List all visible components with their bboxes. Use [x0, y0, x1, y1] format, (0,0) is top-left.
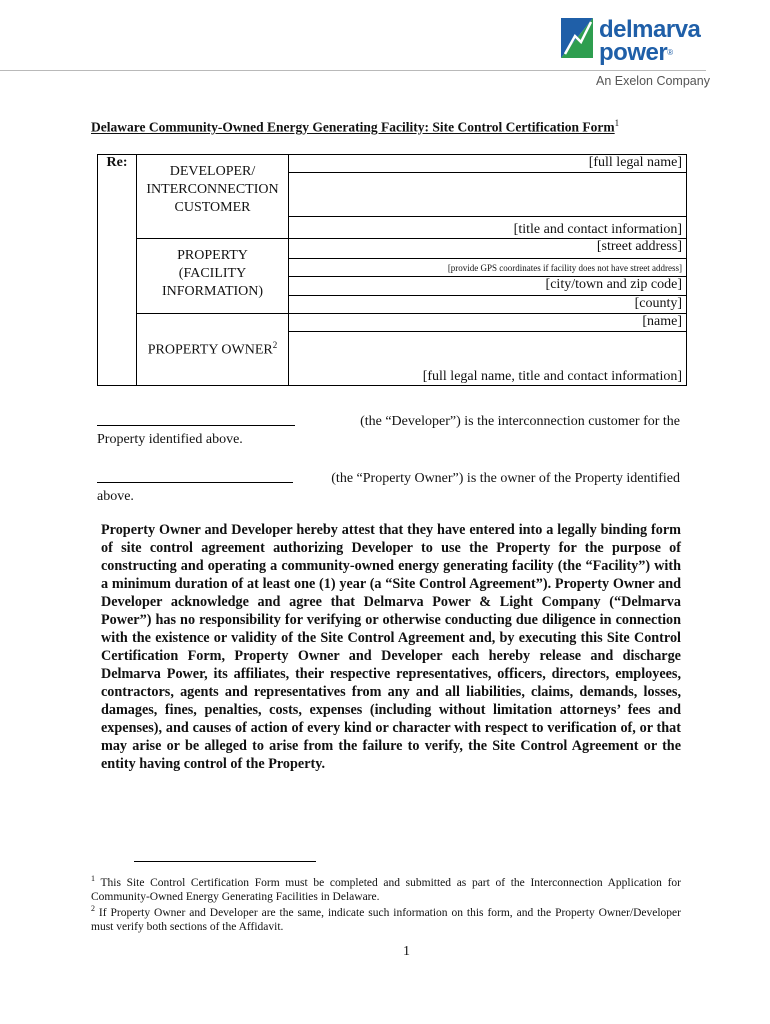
property-street-field[interactable]: [street address] [289, 239, 687, 259]
title-footnote-ref: 1 [614, 118, 620, 128]
owner-name-field[interactable]: [name] [289, 314, 687, 332]
developer-label-cell [137, 155, 289, 239]
owner-label-cell [137, 314, 289, 386]
re-label: Re: [98, 155, 137, 386]
footnote-1-num: 1 [91, 874, 95, 883]
developer-blank-field[interactable] [289, 173, 687, 217]
property-county-field[interactable]: [county] [289, 296, 687, 314]
delmarva-logo-wordmark [599, 18, 700, 64]
owner-name-blank[interactable] [97, 470, 293, 483]
owner-statement [97, 470, 680, 506]
developer-label-line: DEVELOPER/ [169, 164, 256, 179]
developer-legal-name-field[interactable]: [full legal name] [289, 155, 687, 173]
footnote-2-text: If Property Owner and Developer are the same, indicate such information on this form, and the Property Owner/Developer must verify both sections of the Affidavit. [91, 906, 681, 934]
delmarva-logo-mark-icon [561, 18, 593, 58]
certification-table [97, 154, 687, 386]
footnote-2 [91, 902, 681, 935]
footnote-2-num: 2 [91, 904, 95, 913]
owner-statement-cont: above. [97, 489, 134, 504]
owner-footnote-ref: 2 [272, 340, 278, 351]
header-divider [0, 70, 706, 71]
developer-label-line: CUSTOMER [174, 200, 251, 215]
property-label-line: PROPERTY [177, 248, 248, 263]
owner-contact-field[interactable]: [full legal name, title and contact information] [289, 332, 687, 386]
developer-contact-field[interactable]: [title and contact information] [289, 217, 687, 239]
property-label-cell [137, 239, 289, 314]
footnote-1-text: This Site Control Certification Form must be completed and submitted as part of the Interconnection Application for Community-Owned Energy Generating Facilities in Delaware. [91, 876, 681, 904]
developer-statement-cont: Property identified above. [97, 432, 243, 447]
logo-word-delmarva: delmarva [599, 16, 701, 43]
form-title-text: Delaware Community-Owned Energy Generating Facility: Site Control Certification Form [91, 119, 615, 135]
developer-statement [97, 413, 680, 449]
logo-registered-mark: ® [667, 48, 673, 57]
page-number: 1 [403, 944, 410, 959]
attestation-paragraph: Property Owner and Developer hereby attest that they have entered into a legally binding form of site control agreement authorizing Developer to use the Property for the purpose of constructing and operating a community-owned energy generating facility (the “Facility”) with a minimum duration of at least one (1) year (a “Site Control Agreement”). Property Owner and Developer acknowledge and agree that Delmarva Power & Light Company (“Delmarva Power”) has no responsibility for verifying or otherwise conducting due diligence in connection with the existence or validity of the Site Control Agreement and, by executing this Site Control Certification Form, Property Owner and Developer each hereby release and discharge Delmarva Power, its affiliates, their respective representatives, officers, directors, employees, contractors, agents and representatives from any and all liabilities, claims, demands, losses, damages, fines, penalties, costs, expenses (including without limitation attorneys’ fees and expenses), and causes of action of every kind or character with respect to verification of, or that may arise or be alleged to arise from the failure to verify, the Site Control Agreement or the entity having control of the Property. [101, 522, 681, 772]
developer-label-line: INTERCONNECTION [146, 182, 279, 197]
logo-word-power: power [599, 39, 668, 66]
property-label-line: INFORMATION) [161, 284, 264, 299]
form-title [91, 118, 619, 136]
property-gps-field[interactable]: [provide GPS coordinates if facility does not have street address] [289, 259, 687, 277]
developer-name-blank[interactable] [97, 413, 295, 426]
logo-tagline: An Exelon Company [596, 74, 710, 88]
footnote-divider [134, 861, 316, 862]
property-label-line: (FACILITY [178, 266, 247, 281]
owner-statement-text: (the “Property Owner”) is the owner of the Property identified [331, 471, 680, 486]
property-city-zip-field[interactable]: [city/town and zip code] [289, 277, 687, 296]
owner-label: PROPERTY OWNER [147, 342, 273, 358]
footnote-1 [91, 872, 681, 905]
developer-statement-text: (the “Developer”) is the interconnection customer for the [360, 414, 680, 429]
